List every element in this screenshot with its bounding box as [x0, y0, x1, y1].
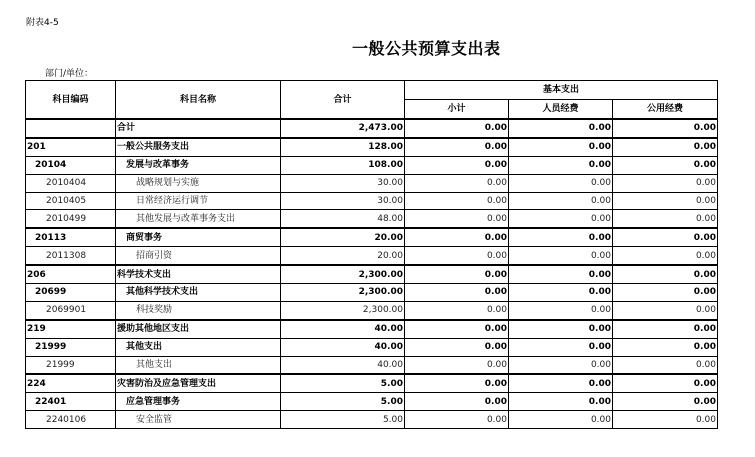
cell-public: 0.00	[613, 138, 718, 156]
cell-public: 0.00	[613, 192, 718, 210]
cell-subtotal: 0.00	[405, 156, 509, 174]
cell-name: 科技奖励	[116, 301, 281, 319]
cell-name: 安全监管	[116, 411, 281, 429]
cell-code: 22401	[26, 393, 116, 411]
header-total: 合计	[281, 81, 405, 120]
table-row	[26, 393, 718, 411]
header-public: 公用经费	[613, 100, 718, 120]
cell-personnel: 0.00	[509, 356, 613, 374]
cell-personnel: 0.00	[509, 174, 613, 192]
cell-name: 合计	[116, 119, 281, 138]
cell-personnel: 0.00	[509, 393, 613, 411]
table-row	[26, 192, 718, 210]
cell-total: 128.00	[281, 138, 405, 156]
cell-code: 20699	[26, 284, 116, 302]
cell-total: 30.00	[281, 174, 405, 192]
cell-code: 20113	[26, 228, 116, 246]
table-row	[26, 119, 718, 138]
cell-name: 其他科学技术支出	[116, 284, 281, 302]
cell-subtotal: 0.00	[405, 393, 509, 411]
cell-code: 206	[26, 265, 116, 283]
cell-subtotal: 0.00	[405, 119, 509, 138]
cell-total: 5.00	[281, 393, 405, 411]
page-title: 一般公共预算支出表	[352, 39, 501, 58]
table-row	[26, 284, 718, 302]
cell-personnel: 0.00	[509, 320, 613, 338]
cell-total: 20.00	[281, 228, 405, 246]
header-personnel: 人员经费	[509, 100, 613, 120]
cell-total: 2,300.00	[281, 301, 405, 319]
cell-subtotal: 0.00	[405, 356, 509, 374]
table-row	[26, 411, 718, 429]
cell-public: 0.00	[613, 393, 718, 411]
cell-name: 其他发展与改革事务支出	[116, 210, 281, 228]
table-row	[26, 174, 718, 192]
cell-total: 5.00	[281, 374, 405, 392]
cell-total: 40.00	[281, 320, 405, 338]
cell-public: 0.00	[613, 228, 718, 246]
table-row	[26, 228, 718, 246]
table-row	[26, 356, 718, 374]
cell-total: 2,300.00	[281, 265, 405, 283]
cell-name: 商贸事务	[116, 228, 281, 246]
cell-public: 0.00	[613, 247, 718, 265]
header-subtotal: 小计	[405, 100, 509, 120]
table-row	[26, 374, 718, 392]
table-row	[26, 301, 718, 319]
header-basic: 基本支出	[405, 81, 718, 100]
cell-total: 40.00	[281, 356, 405, 374]
cell-name: 科学技术支出	[116, 265, 281, 283]
cell-code: 2240106	[26, 411, 116, 429]
cell-name: 战略规划与实施	[116, 174, 281, 192]
cell-subtotal: 0.00	[405, 411, 509, 429]
cell-personnel: 0.00	[509, 338, 613, 356]
cell-subtotal: 0.00	[405, 228, 509, 246]
cell-public: 0.00	[613, 356, 718, 374]
cell-subtotal: 0.00	[405, 138, 509, 156]
cell-subtotal: 0.00	[405, 247, 509, 265]
cell-public: 0.00	[613, 338, 718, 356]
cell-personnel: 0.00	[509, 247, 613, 265]
cell-total: 5.00	[281, 411, 405, 429]
cell-name: 其他支出	[116, 338, 281, 356]
cell-public: 0.00	[613, 119, 718, 138]
header-name: 科目名称	[116, 81, 281, 120]
cell-code: 2010404	[26, 174, 116, 192]
cell-personnel: 0.00	[509, 228, 613, 246]
cell-public: 0.00	[613, 320, 718, 338]
cell-personnel: 0.00	[509, 138, 613, 156]
cell-public: 0.00	[613, 301, 718, 319]
table-row	[26, 156, 718, 174]
cell-name: 应急管理事务	[116, 393, 281, 411]
cell-total: 2,300.00	[281, 284, 405, 302]
cell-personnel: 0.00	[509, 411, 613, 429]
cell-public: 0.00	[613, 284, 718, 302]
cell-subtotal: 0.00	[405, 374, 509, 392]
cell-subtotal: 0.00	[405, 284, 509, 302]
header-code: 科目编码	[26, 81, 116, 120]
cell-subtotal: 0.00	[405, 192, 509, 210]
cell-personnel: 0.00	[509, 119, 613, 138]
cell-personnel: 0.00	[509, 301, 613, 319]
attachment-label: 附表4-5	[26, 18, 59, 28]
table-row	[26, 138, 718, 156]
cell-public: 0.00	[613, 374, 718, 392]
cell-subtotal: 0.00	[405, 338, 509, 356]
table-row	[26, 265, 718, 283]
cell-personnel: 0.00	[509, 156, 613, 174]
cell-code: 219	[26, 320, 116, 338]
cell-code: 2011308	[26, 247, 116, 265]
cell-subtotal: 0.00	[405, 320, 509, 338]
cell-total: 108.00	[281, 156, 405, 174]
cell-name: 日常经济运行调节	[116, 192, 281, 210]
cell-personnel: 0.00	[509, 192, 613, 210]
cell-personnel: 0.00	[509, 374, 613, 392]
cell-name: 灾害防治及应急管理支出	[116, 374, 281, 392]
cell-public: 0.00	[613, 265, 718, 283]
cell-name: 发展与改革事务	[116, 156, 281, 174]
cell-code	[26, 119, 116, 138]
cell-total: 48.00	[281, 210, 405, 228]
cell-personnel: 0.00	[509, 284, 613, 302]
cell-code: 2010405	[26, 192, 116, 210]
cell-public: 0.00	[613, 411, 718, 429]
cell-name: 援助其他地区支出	[116, 320, 281, 338]
cell-subtotal: 0.00	[405, 174, 509, 192]
cell-total: 30.00	[281, 192, 405, 210]
cell-personnel: 0.00	[509, 210, 613, 228]
table-row	[26, 210, 718, 228]
cell-subtotal: 0.00	[405, 265, 509, 283]
cell-total: 40.00	[281, 338, 405, 356]
cell-name: 一般公共服务支出	[116, 138, 281, 156]
table-row	[26, 338, 718, 356]
table-row	[26, 320, 718, 338]
budget-table	[25, 80, 718, 429]
department-label: 部门/单位：	[45, 69, 94, 79]
cell-code: 2069901	[26, 301, 116, 319]
cell-personnel: 0.00	[509, 265, 613, 283]
cell-public: 0.00	[613, 174, 718, 192]
cell-code: 21999	[26, 356, 116, 374]
cell-code: 2010499	[26, 210, 116, 228]
cell-total: 20.00	[281, 247, 405, 265]
cell-total: 2,473.00	[281, 119, 405, 138]
cell-code: 201	[26, 138, 116, 156]
cell-public: 0.00	[613, 156, 718, 174]
cell-code: 224	[26, 374, 116, 392]
cell-name: 其他支出	[116, 356, 281, 374]
cell-code: 20104	[26, 156, 116, 174]
cell-subtotal: 0.00	[405, 210, 509, 228]
table-row	[26, 247, 718, 265]
cell-public: 0.00	[613, 210, 718, 228]
cell-code: 21999	[26, 338, 116, 356]
cell-subtotal: 0.00	[405, 301, 509, 319]
cell-name: 招商引资	[116, 247, 281, 265]
